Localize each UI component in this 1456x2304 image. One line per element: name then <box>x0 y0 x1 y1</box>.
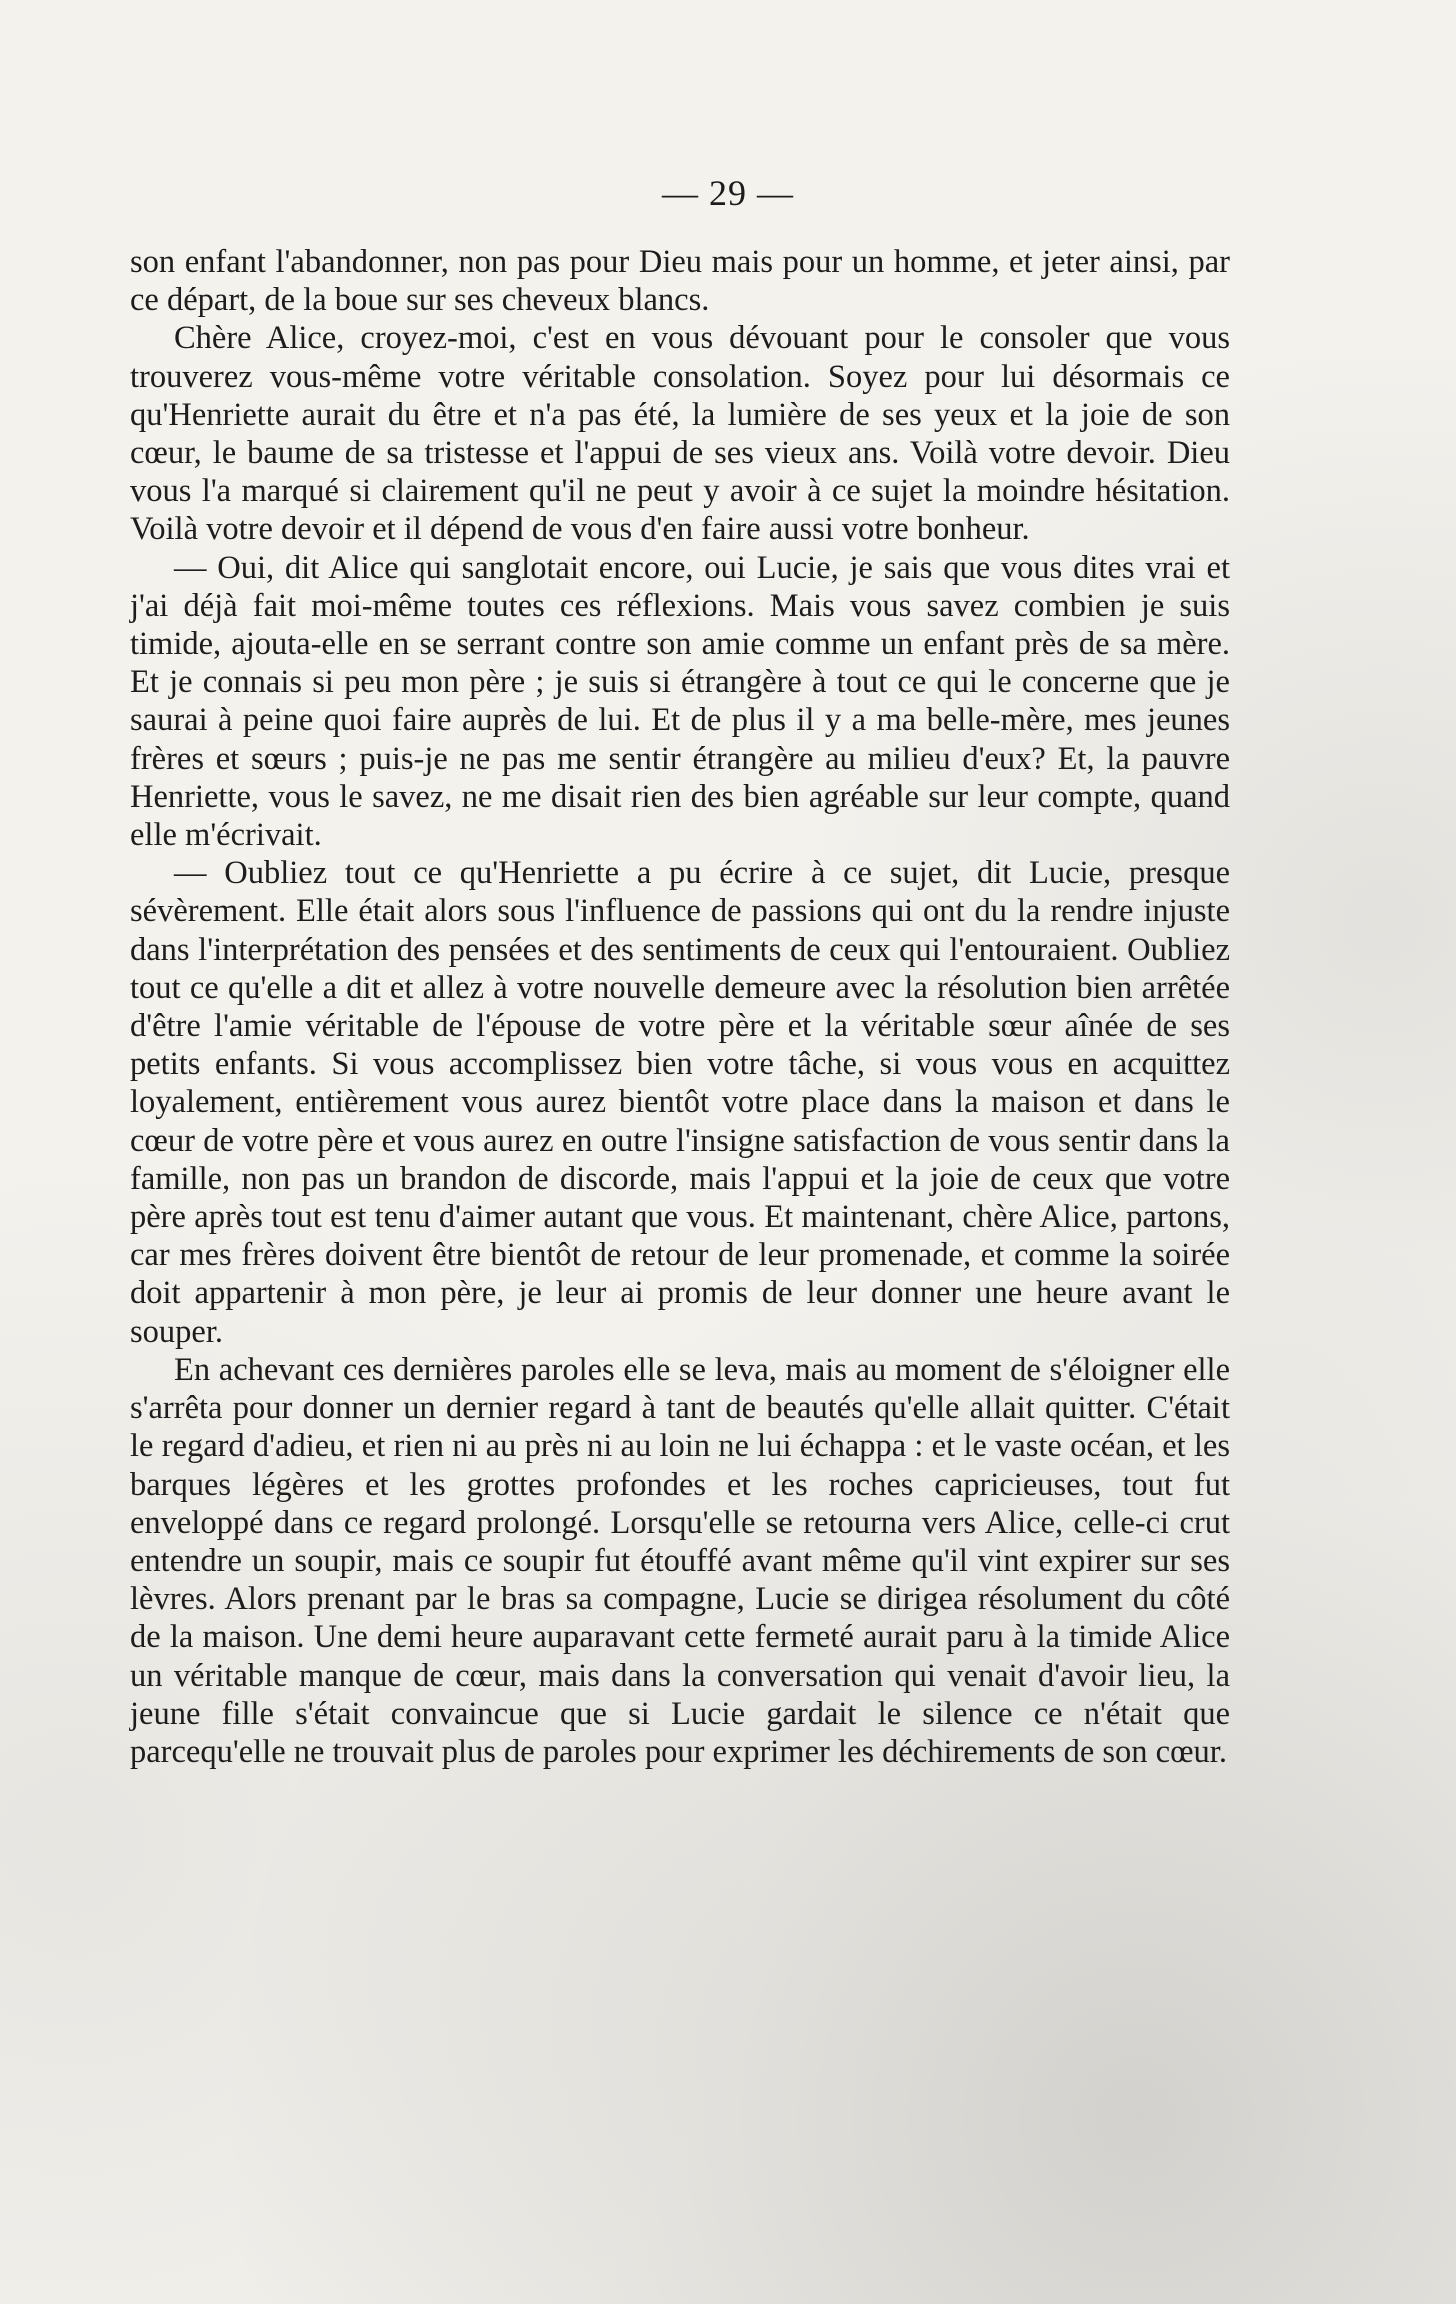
body-text <box>130 243 1230 1771</box>
paragraph-5: En achevant ces dernières paroles elle se leva, mais au moment de s'éloigner elle s'arrêta pour donner un dernier regard à tant de beautés qu'elle allait quitter. C'était le regard d'adieu, et rien ni au près ni au loin ne lui échappa : et le vaste océan, et les barques légères et les grottes profondes et les roches capricieuses, tout fut enveloppé dans ce regard prolongé. Lorsqu'elle se retourna vers Alice, celle-ci crut entendre un soupir, mais ce soupir fut étouffé avant même qu'il vint expirer sur ses lèvres. Alors prenant par le bras sa compagne, Lucie se dirigea résolument du côté de la maison. Une demi heure auparavant cette fermeté aurait paru à la timide Alice un véritable manque de cœur, mais dans la conversation qui venait d'avoir lieu, la jeune fille s'était convaincue que si Lucie gardait le silence ce n'était que parcequ'elle ne trouvait plus de paroles pour exprimer les déchirements de son cœur. <box>130 1351 1230 1770</box>
paragraph-3: — Oui, dit Alice qui sanglotait encore, oui Lucie, je sais que vous dites vrai et j'ai déjà fait moi-même toutes ces réflexions. Mais vous savez combien je suis timide, ajouta-elle en se serrant contre son amie comme un enfant près de sa mère. Et je connais si peu mon père ; je suis si étrangère à tout ce qui le concerne que je saurai à peine quoi faire auprès de lui. Et de plus il y a ma belle-mère, mes jeunes frères et sœurs ; puis-je ne pas me sentir étrangère au milieu d'eux? Et, la pauvre Henriette, vous le savez, ne me disait rien des bien agréable sur leur compte, quand elle m'écrivait. <box>130 549 1230 854</box>
paragraph-1: son enfant l'abandonner, non pas pour Dieu mais pour un homme, et jeter ainsi, par ce départ, de la boue sur ses cheveux blancs. <box>130 244 1230 319</box>
paragraph-2: Chère Alice, croyez-moi, c'est en vous dévouant pour le consoler que vous trouverez vous-même votre véritable consolation. Soyez pour lui désormais ce qu'Henriette aurait du être et n'a pas été, la lumière de ses yeux et la joie de son cœur, le baume de sa tristesse et l'appui de ses vieux ans. Voilà votre devoir. Dieu vous l'a marqué si clairement qu'il ne peut y avoir à ce sujet la moindre hésitation. Voilà votre devoir et il dépend de vous d'en faire aussi votre bonheur. <box>130 320 1230 548</box>
page-number: — 29 — <box>662 173 794 213</box>
paragraph-4: — Oubliez tout ce qu'Henriette a pu écrire à ce sujet, dit Lucie, presque sévèrement. Elle était alors sous l'influence de passions qui ont du la rendre injuste dans l'interprétation des pensées et des sentiments de ceux qui l'entouraient. Oubliez tout ce qu'elle a dit et allez à votre nouvelle demeure avec la résolution bien arrêtée d'être l'amie véritable de l'épouse de votre père et la véritable sœur aînée de ses petits enfants. Si vous accomplissez bien votre tâche, si vous vous en acquittez loyalement, entièrement vous aurez bientôt votre place dans la maison et dans le cœur de votre père et vous aurez en outre l'insigne satisfaction de vous sentir dans la famille, non pas un brandon de discorde, mais l'appui et la joie de ceux que votre père après tout est tenu d'aimer autant que vous. Et maintenant, chère Alice, partons, car mes frères doivent être bientôt de retour de leur promenade, et comme la soirée doit appartenir à mon père, je leur ai promis de leur donner une heure avant le souper. <box>130 855 1230 1350</box>
